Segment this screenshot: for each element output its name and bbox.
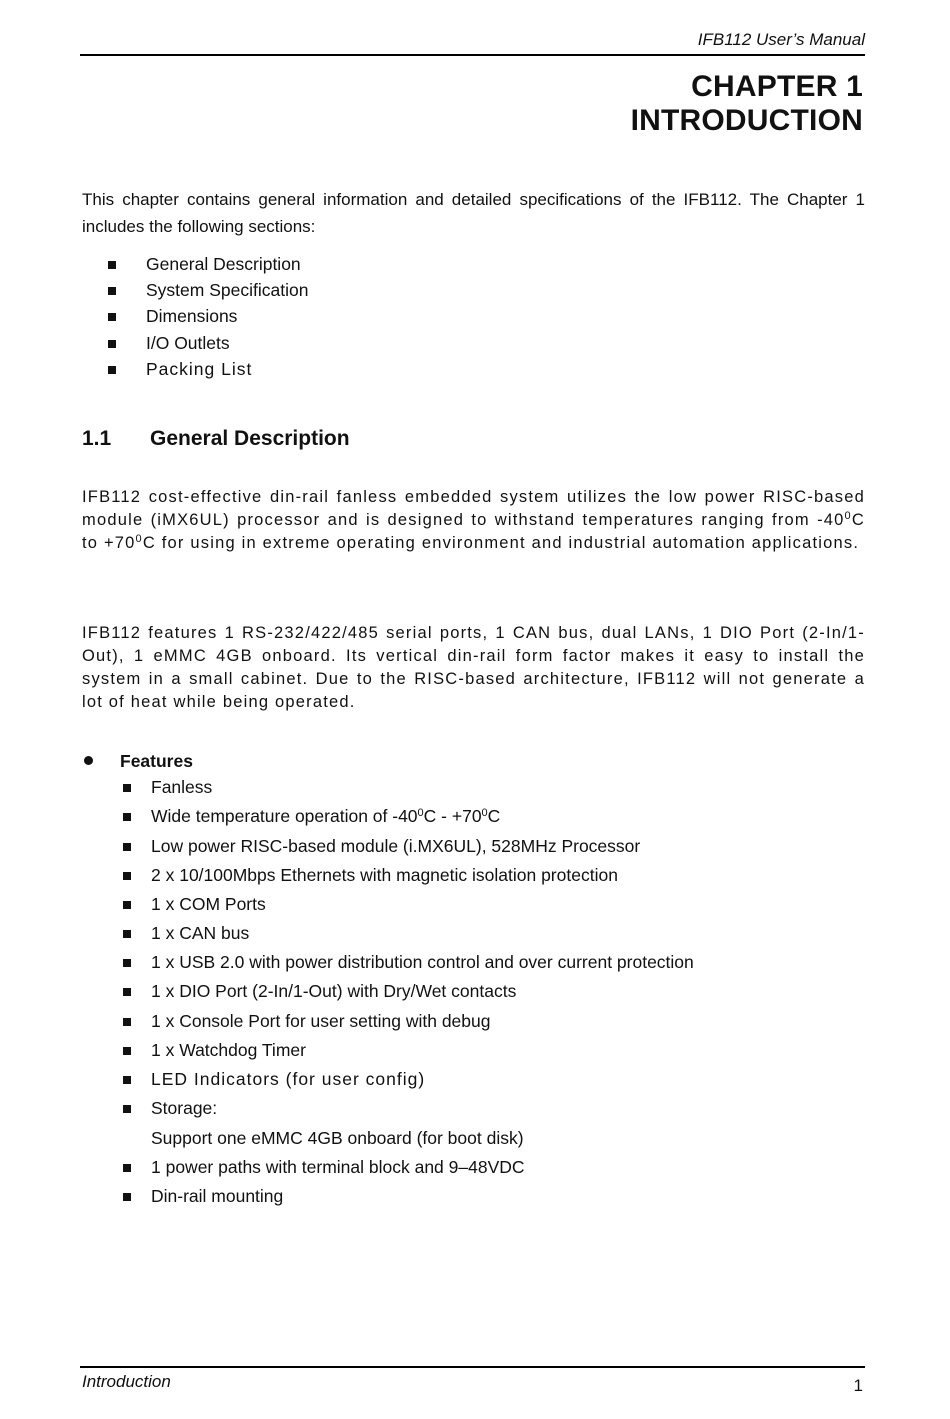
bullet-square-icon [123,1047,131,1055]
bullet-square-icon [123,784,131,792]
intro-paragraph: This chapter contains general information and detailed specifications of the IFB112. The Chapter 1 includes the following sections: [82,190,865,236]
description-paragraph-1: IFB112 cost-effective din-rail fanless embedded system utilizes the low power RISC-based module (iMX6UL) processor and is designed to withstand temperatures ranging from $-40^0C$ to $+70^0C$ for using in extreme operating environment and industrial automation applications. [82,488,865,552]
feature-item: 1 x COM Ports [151,894,266,914]
bullet-square-icon [123,1193,131,1201]
bullet-square-icon [123,1018,131,1026]
section-title: General Description [150,427,350,450]
feature-item: 1 x CAN bus [151,923,250,943]
section-heading [82,427,350,451]
feature-item: 1 x USB 2.0 with power distribution control and over current protection [151,952,694,972]
section-list-item: I/O Outlets [146,333,230,353]
feature-item: Storage: [151,1098,218,1118]
feature-item: Wide temperature operation of $-40^0C - +70^0C$ [151,806,501,826]
bullet-square-icon [108,287,116,295]
description-paragraph-2: IFB112 features 1 RS-232/422/485 serial ports, 1 CAN bus, dual LANs, 1 DIO Port (2-In/1-Out), 1 eMMC 4GB onboard. Its vertical din-rail form factor makes it easy to install the system in a small cabinet. Due to the RISC-based architecture, IFB112 will not generate a lot of heat while being operated. [82,624,865,711]
section-list-item: General Description [146,254,301,274]
bullet-square-icon [108,366,116,374]
header-rule [80,54,865,56]
feature-item: Low power RISC-based module (i.MX6UL), 528MHz Processor [151,836,641,856]
bullet-square-icon [108,340,116,348]
feature-item: 1 power paths with terminal block and 9–48VDC [151,1157,525,1177]
bullet-square-icon [123,1076,131,1084]
bullet-square-icon [123,813,131,821]
bullet-square-icon [123,843,131,851]
section-number: 1.1 [82,427,112,450]
bullet-square-icon [123,1164,131,1172]
footer-rule [80,1366,865,1368]
feature-item: Fanless [151,777,213,797]
bullet-square-icon [123,872,131,880]
feature-item: 2 x 10/100Mbps Ethernets with magnetic isolation protection [151,865,618,885]
feature-item: 1 x Watchdog Timer [151,1040,306,1060]
bullet-square-icon [123,959,131,967]
features-heading: Features [120,751,193,771]
section-list-item: System Specification [146,280,309,300]
feature-item: 1 x Console Port for user setting with debug [151,1011,491,1031]
section-list-item: Packing List [146,359,253,379]
bullet-square-icon [123,930,131,938]
feature-item-detail: Support one eMMC 4GB onboard (for boot disk) [151,1128,524,1148]
bullet-square-icon [108,313,116,321]
feature-item: 1 x DIO Port (2-In/1-Out) with Dry/Wet contacts [151,981,517,1001]
page-number: 1 [853,1376,863,1395]
bullet-dot-icon [84,756,93,765]
chapter-title: INTRODUCTION [630,104,863,137]
section-list-item: Dimensions [146,306,238,326]
feature-item: LED Indicators (for user config) [151,1069,426,1089]
bullet-square-icon [123,1105,131,1113]
footer-section-name: Introduction [82,1372,171,1391]
bullet-square-icon [123,901,131,909]
feature-item: Din-rail mounting [151,1186,284,1206]
bullet-square-icon [123,988,131,996]
bullet-square-icon [108,261,116,269]
manual-title: IFB112 User’s Manual [697,30,865,49]
chapter-number: CHAPTER 1 [691,70,863,103]
